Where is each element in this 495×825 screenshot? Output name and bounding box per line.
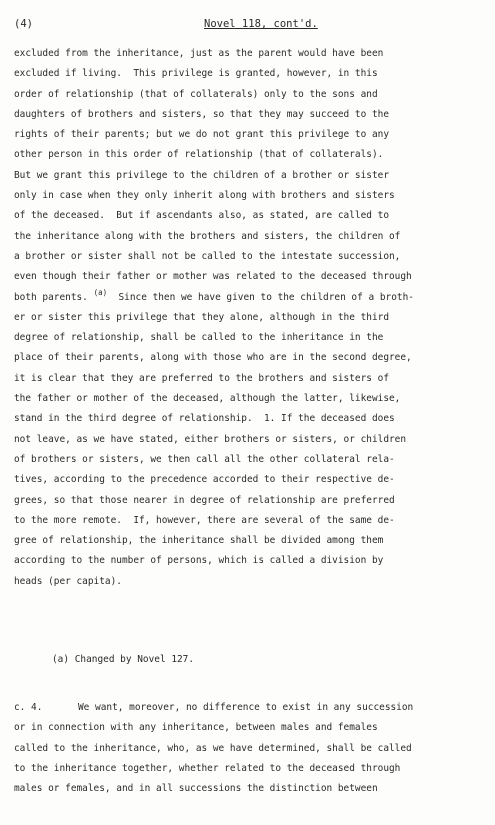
page-header xyxy=(14,18,489,34)
text-line: tives, according to the precedence accorded to their respective de- xyxy=(14,474,395,486)
body-text xyxy=(14,44,490,592)
text-line: er or sister this privilege that they alone, although in the third xyxy=(14,311,390,323)
section-c4 xyxy=(14,698,490,799)
text-line: other person in this order of relationship (that of collaterals). xyxy=(14,149,384,161)
text-line: rights of their parents; but we do not grant this privilege to any xyxy=(14,129,390,141)
text-line: the inheritance along with the brothers and sisters, the children of xyxy=(14,230,401,242)
text-line: order of relationship (that of collaterals) only to the sons and xyxy=(14,88,378,100)
text-line: a brother or sister shall not be called to the intestate succession, xyxy=(14,250,401,262)
text-line: even though their father or mother was related to the deceased through xyxy=(14,271,412,283)
text-line: daughters of brothers and sisters, so that they may succeed to the xyxy=(14,108,390,120)
running-title: Novel 118, cont'd. xyxy=(204,18,318,30)
text-line: of brothers or sisters, we then call all the other collateral rela- xyxy=(14,453,395,465)
text-line: according to the number of persons, which is called a division by xyxy=(14,555,384,567)
text-line: degree of relationship, shall be called to the inheritance in the xyxy=(14,332,384,344)
text-line: it is clear that they are preferred to the brothers and sisters of xyxy=(14,372,390,384)
text-line: gree of relationship, the inheritance shall be divided among them xyxy=(14,535,384,547)
text-line: to the more remote. If, however, there are several of the same de- xyxy=(14,514,395,526)
text-line: only in case when they only inherit along with brothers and sisters xyxy=(14,190,395,202)
text-line: heads (per capita). xyxy=(14,575,122,587)
footnote-reference: (a) xyxy=(93,287,108,297)
text-line: grees, so that those nearer in degree of relationship are preferred xyxy=(14,494,395,506)
text-line: place of their parents, along with those who are in the second degree, xyxy=(14,352,412,364)
section-label: c. 4. xyxy=(14,702,43,713)
text-line: the father or mother of the deceased, although the latter, likewise, xyxy=(14,393,401,405)
text-line: stand in the third degree of relationship. 1. If the deceased does xyxy=(14,413,395,425)
text-line: excluded from the inheritance, just as the parent would have been xyxy=(14,48,384,59)
text-segment: Since then we have given to the children of a broth- xyxy=(107,291,414,303)
text-line: or in connection with any inheritance, between males and females xyxy=(14,722,378,734)
text-line: of the deceased. But if ascendants also, as stated, are called to xyxy=(14,210,390,222)
text-line: males or females, and in all successions the distinction between xyxy=(14,783,378,795)
text-line-with-footnote-mark xyxy=(14,288,490,308)
page-number: (4) xyxy=(14,18,33,30)
text-segment: both parents. xyxy=(14,291,88,303)
section-first-line xyxy=(14,698,490,718)
text-line: excluded if living. This privilege is granted, however, in this xyxy=(14,68,378,80)
text-line: to the inheritance together, whether related to the deceased through xyxy=(14,762,401,774)
text-line: not leave, as we have stated, either brothers or sisters, or children xyxy=(14,433,407,445)
text-line: called to the inheritance, who, as we have determined, shall be called xyxy=(14,742,412,754)
text-line: But we grant this privilege to the children of a brother or sister xyxy=(14,169,390,181)
text-segment: We want, moreover, no difference to exist in any succession xyxy=(78,702,414,713)
footnote: (a) Changed by Novel 127. xyxy=(52,654,195,665)
